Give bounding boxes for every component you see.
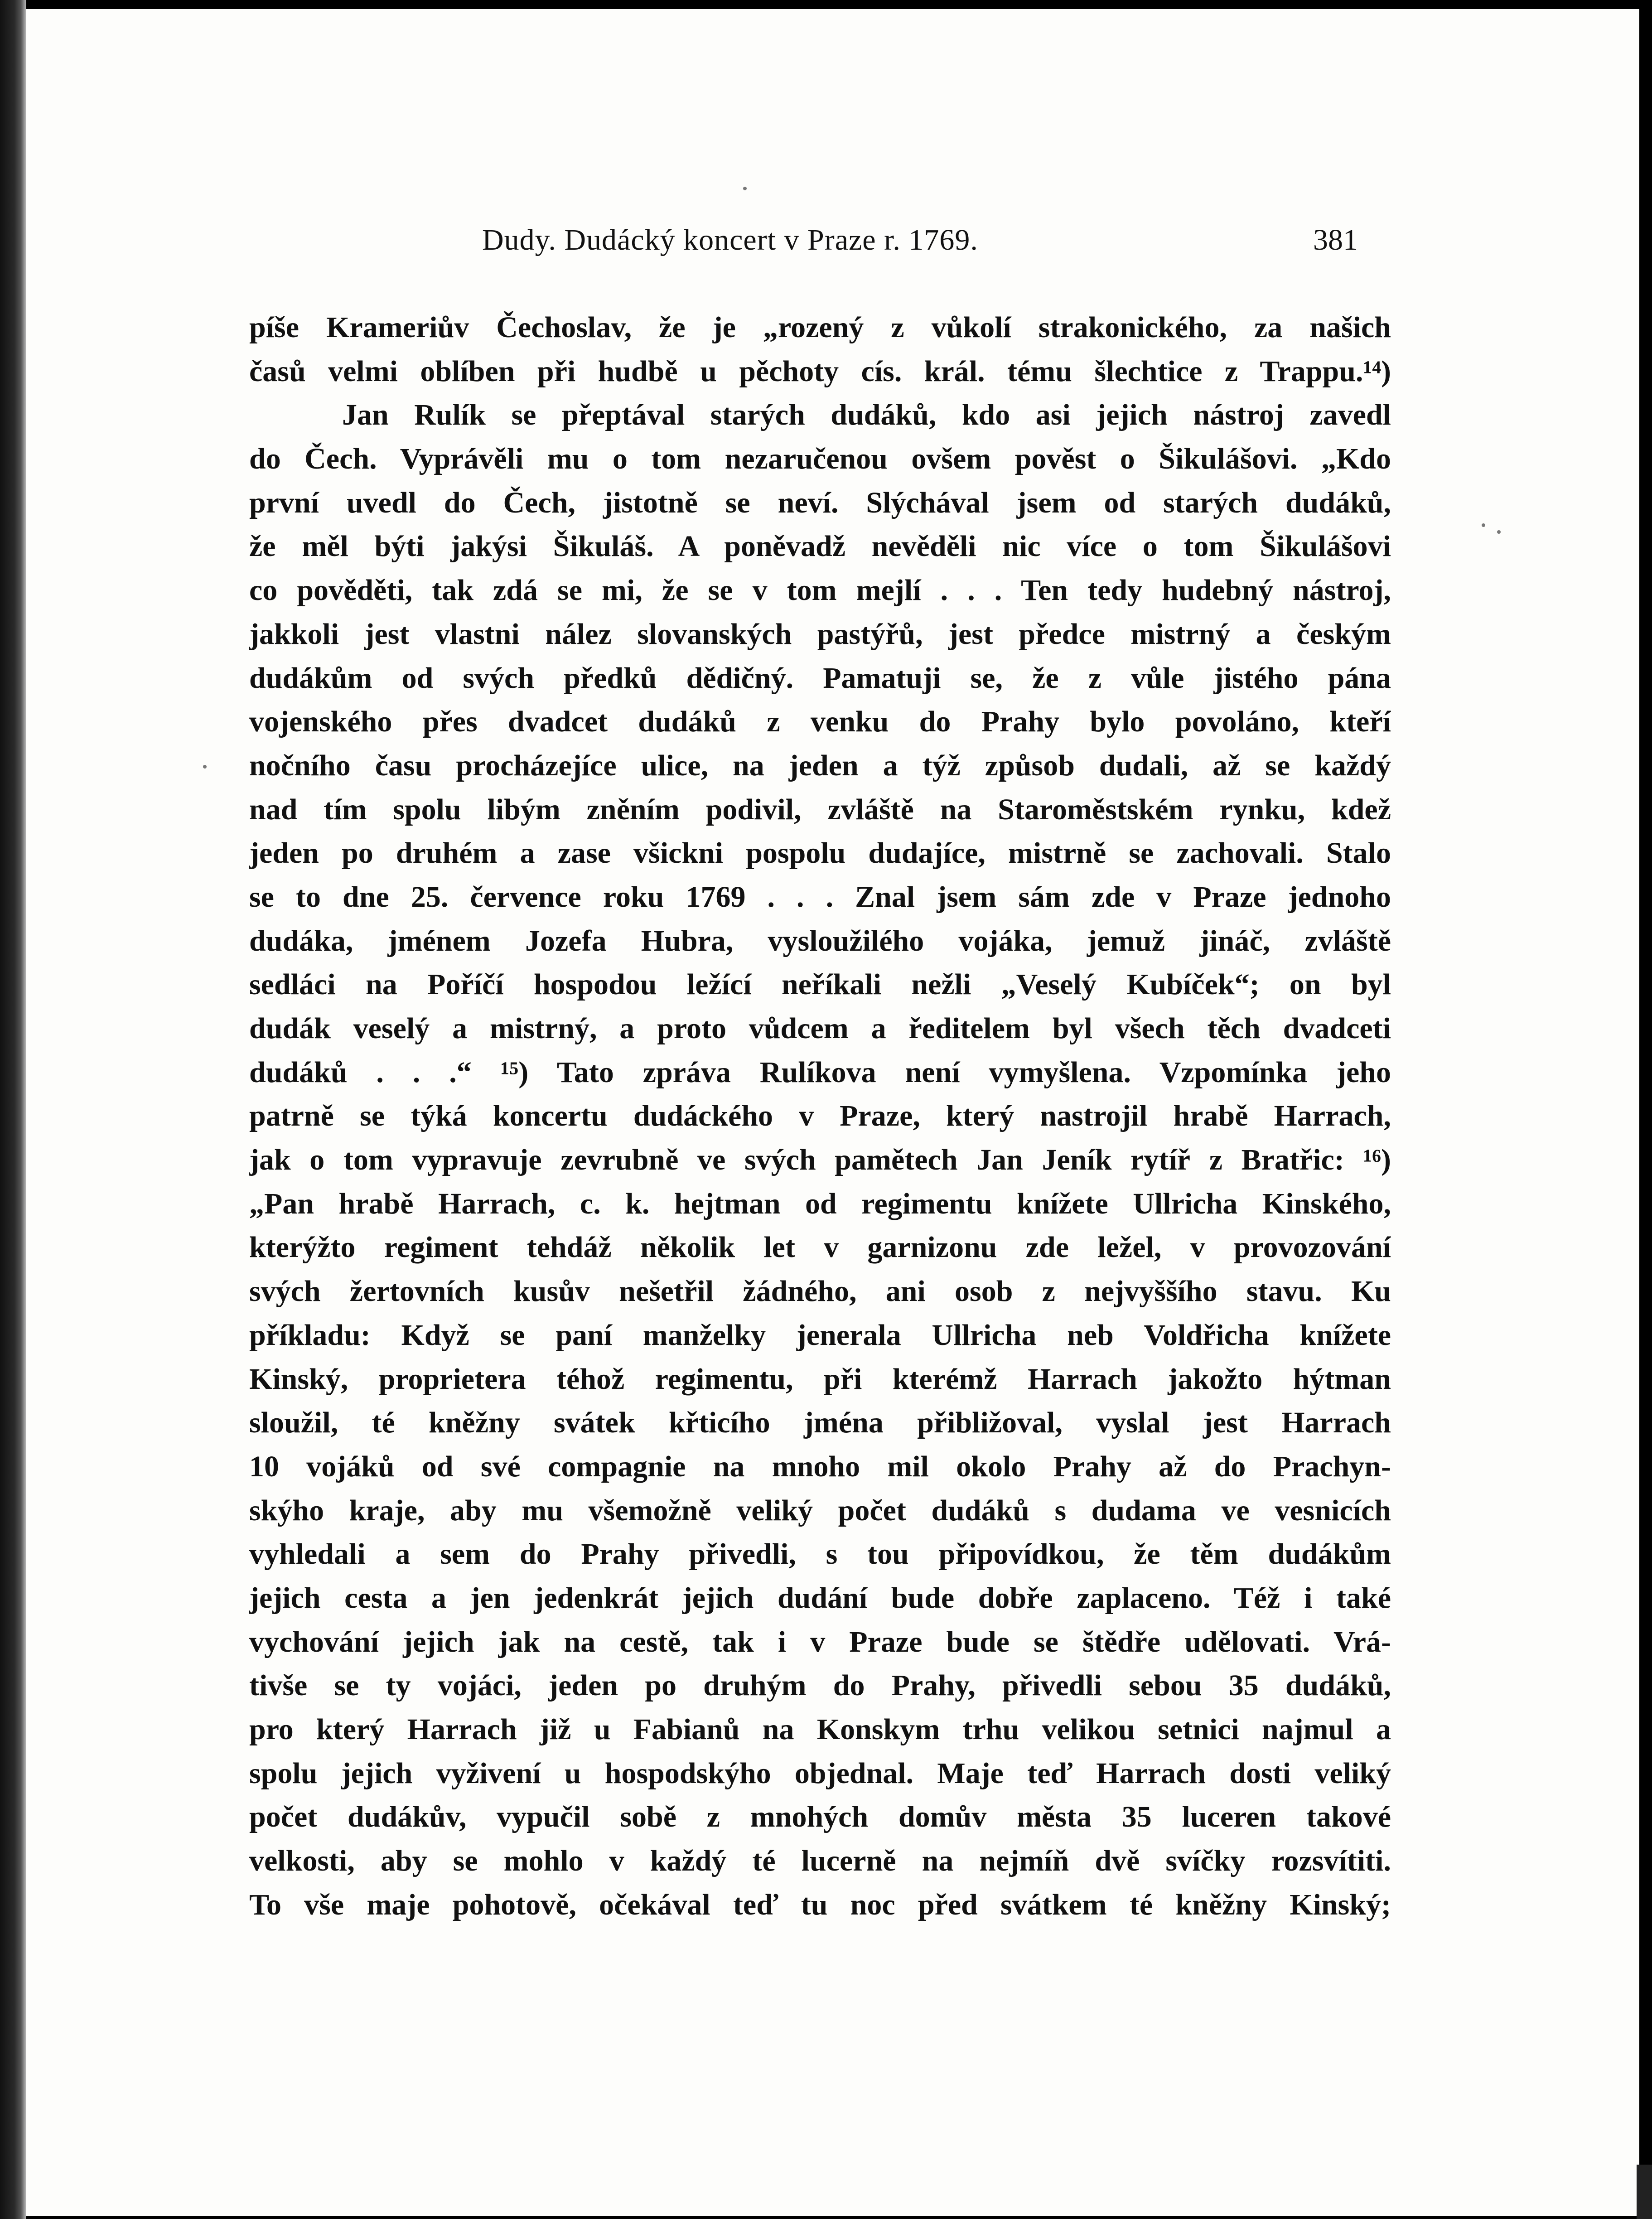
text-line: časů velmi oblíben při hudbě u pěchoty cís. král. tému šlechtice z Trappu.¹⁴): [249, 354, 1391, 388]
text-line: že měl býti jakýsi Šikuláš. A poněvadž nevěděli nic více o tom Šikulášovi: [249, 530, 1391, 563]
text-line: vyhledali a sem do Prahy přivedli, s tou připovídkou, že těm dudákům: [249, 1537, 1391, 1571]
text-line: sloužil, té kněžny svátek křticího jména přibližoval, vyslal jest Harrach: [249, 1406, 1391, 1440]
page-left-edge-shadow: [0, 0, 26, 2219]
text-line: skýho kraje, aby mu všemožně veliký počet dudáků s dudama ve vesnicích: [249, 1494, 1391, 1527]
text-line: píše Krameriův Čechoslav, že je „rozený z vůkolí strakonického, za našich: [249, 311, 1391, 344]
text-line: dudákům od svých předků dědičný. Pamatuji se, že z vůle jistého pána: [249, 661, 1391, 695]
paper-speck: [743, 187, 747, 190]
text-line: jejich cesta a jen jedenkrát jejich dudání bude dobře zaplaceno. Též i také: [249, 1581, 1391, 1615]
text-line: kterýžto regiment tehdáž několik let v garnizonu zde ležel, v provozování: [249, 1231, 1391, 1264]
paper-speck: [1482, 523, 1485, 527]
text-line: tivše se ty vojáci, jeden po druhým do Prahy, přivedli sebou 35 dudáků,: [249, 1669, 1391, 1702]
text-line: velkosti, aby se mohlo v každý té lucerně na nejmíň dvě svíčky rozsvítiti.: [249, 1844, 1391, 1878]
text-line: dudáka, jménem Jozefa Hubra, vysloužilého vojáka, jemuž jináč, zvláště: [249, 924, 1391, 957]
paper-speck: [1497, 530, 1501, 534]
text-line: se to dne 25. července roku 1769 . . . Znal jsem sám zde v Praze jednoho: [249, 880, 1391, 914]
text-line: sedláci na Poříčí hospodou ležící neříkali nežli „Veselý Kubíček“; on byl: [249, 968, 1391, 1001]
page-header: [482, 218, 1358, 263]
text-line: nočního času procházejíce ulice, na jeden a týž způsob dudali, až se každý: [249, 749, 1391, 782]
text-line: 10 vojáků od své compagnie na mnoho mil okolo Prahy až do Prachyn-: [249, 1450, 1391, 1483]
text-line: To vše maje pohotově, očekával teď tu noc před svátkem té kněžny Kinský;: [249, 1888, 1391, 1921]
text-line: jeden po druhém a zase všickni pospolu dudajíce, mistrně se zachovali. Stalo: [249, 836, 1391, 870]
text-line: dudáků . . .“ ¹⁵) Tato zpráva Rulíkova není vymyšlena. Vzpomínka jeho: [249, 1055, 1391, 1089]
text-line: Jan Rulík se přeptával starých dudáků, kdo asi jejich nástroj zavedl: [342, 398, 1391, 432]
scan-edge-mark: [1637, 2165, 1652, 2219]
text-line: vojenského přes dvadcet dudáků z venku do Prahy bylo povoláno, kteří: [249, 705, 1391, 739]
text-line: co pověděti, tak zdá se mi, že se v tom mejlí . . . Ten tedy hudebný nástroj,: [249, 574, 1391, 607]
page-number: 381: [1313, 223, 1358, 256]
text-line: příkladu: Když se paní manželky jenerala Ullricha neb Voldřicha knížete: [249, 1318, 1391, 1352]
text-line: vychování jejich jak na cestě, tak i v Praze bude se štědře udělovati. Vrá-: [249, 1625, 1391, 1658]
text-line: „Pan hrabě Harrach, c. k. hejtman od regimentu knížete Ullricha Kinského,: [249, 1187, 1391, 1220]
body-text: [249, 306, 1391, 1927]
text-line: patrně se týká koncertu dudáckého v Praze, který nastrojil hrabě Harrach,: [249, 1099, 1391, 1133]
text-line: nad tím spolu libým zněním podivil, zvláště na Staroměstském rynku, kdež: [249, 793, 1391, 826]
text-line: dudák veselý a mistrný, a proto vůdcem a ředitelem byl všech těch dvadceti: [249, 1012, 1391, 1045]
text-line: svých žertovních kusův nešetřil žádného, ani osob z nejvyššího stavu. Ku: [249, 1275, 1391, 1308]
text-line: Kinský, proprietera téhož regimentu, při kterémž Harrach jakožto hýtman: [249, 1362, 1391, 1396]
text-line: první uvedl do Čech, jistotně se neví. Slýchával jsem od starých dudáků,: [249, 486, 1391, 519]
text-line: jakkoli jest vlastni nález slovanských pastýřů, jest předce mistrný a českým: [249, 617, 1391, 651]
text-line: do Čech. Vyprávěli mu o tom nezaručenou ovšem pověst o Šikulášovi. „Kdo: [249, 442, 1391, 476]
text-line: jak o tom vypravuje zevrubně ve svých pamětech Jan Jeník rytíř z Bratřic: ¹⁶): [249, 1143, 1391, 1177]
paper-speck: [203, 765, 207, 769]
text-line: pro který Harrach již u Fabianů na Konskym trhu velikou setnici najmul a: [249, 1713, 1391, 1746]
running-title: Dudy. Dudácký koncert v Praze r. 1769.: [482, 223, 978, 256]
text-line: spolu jejich vyživení u hospodskýho objednal. Maje teď Harrach dosti veliký: [249, 1756, 1391, 1790]
text-line: počet dudákův, vypučil sobě z mnohých domův města 35 luceren takové: [249, 1800, 1391, 1834]
